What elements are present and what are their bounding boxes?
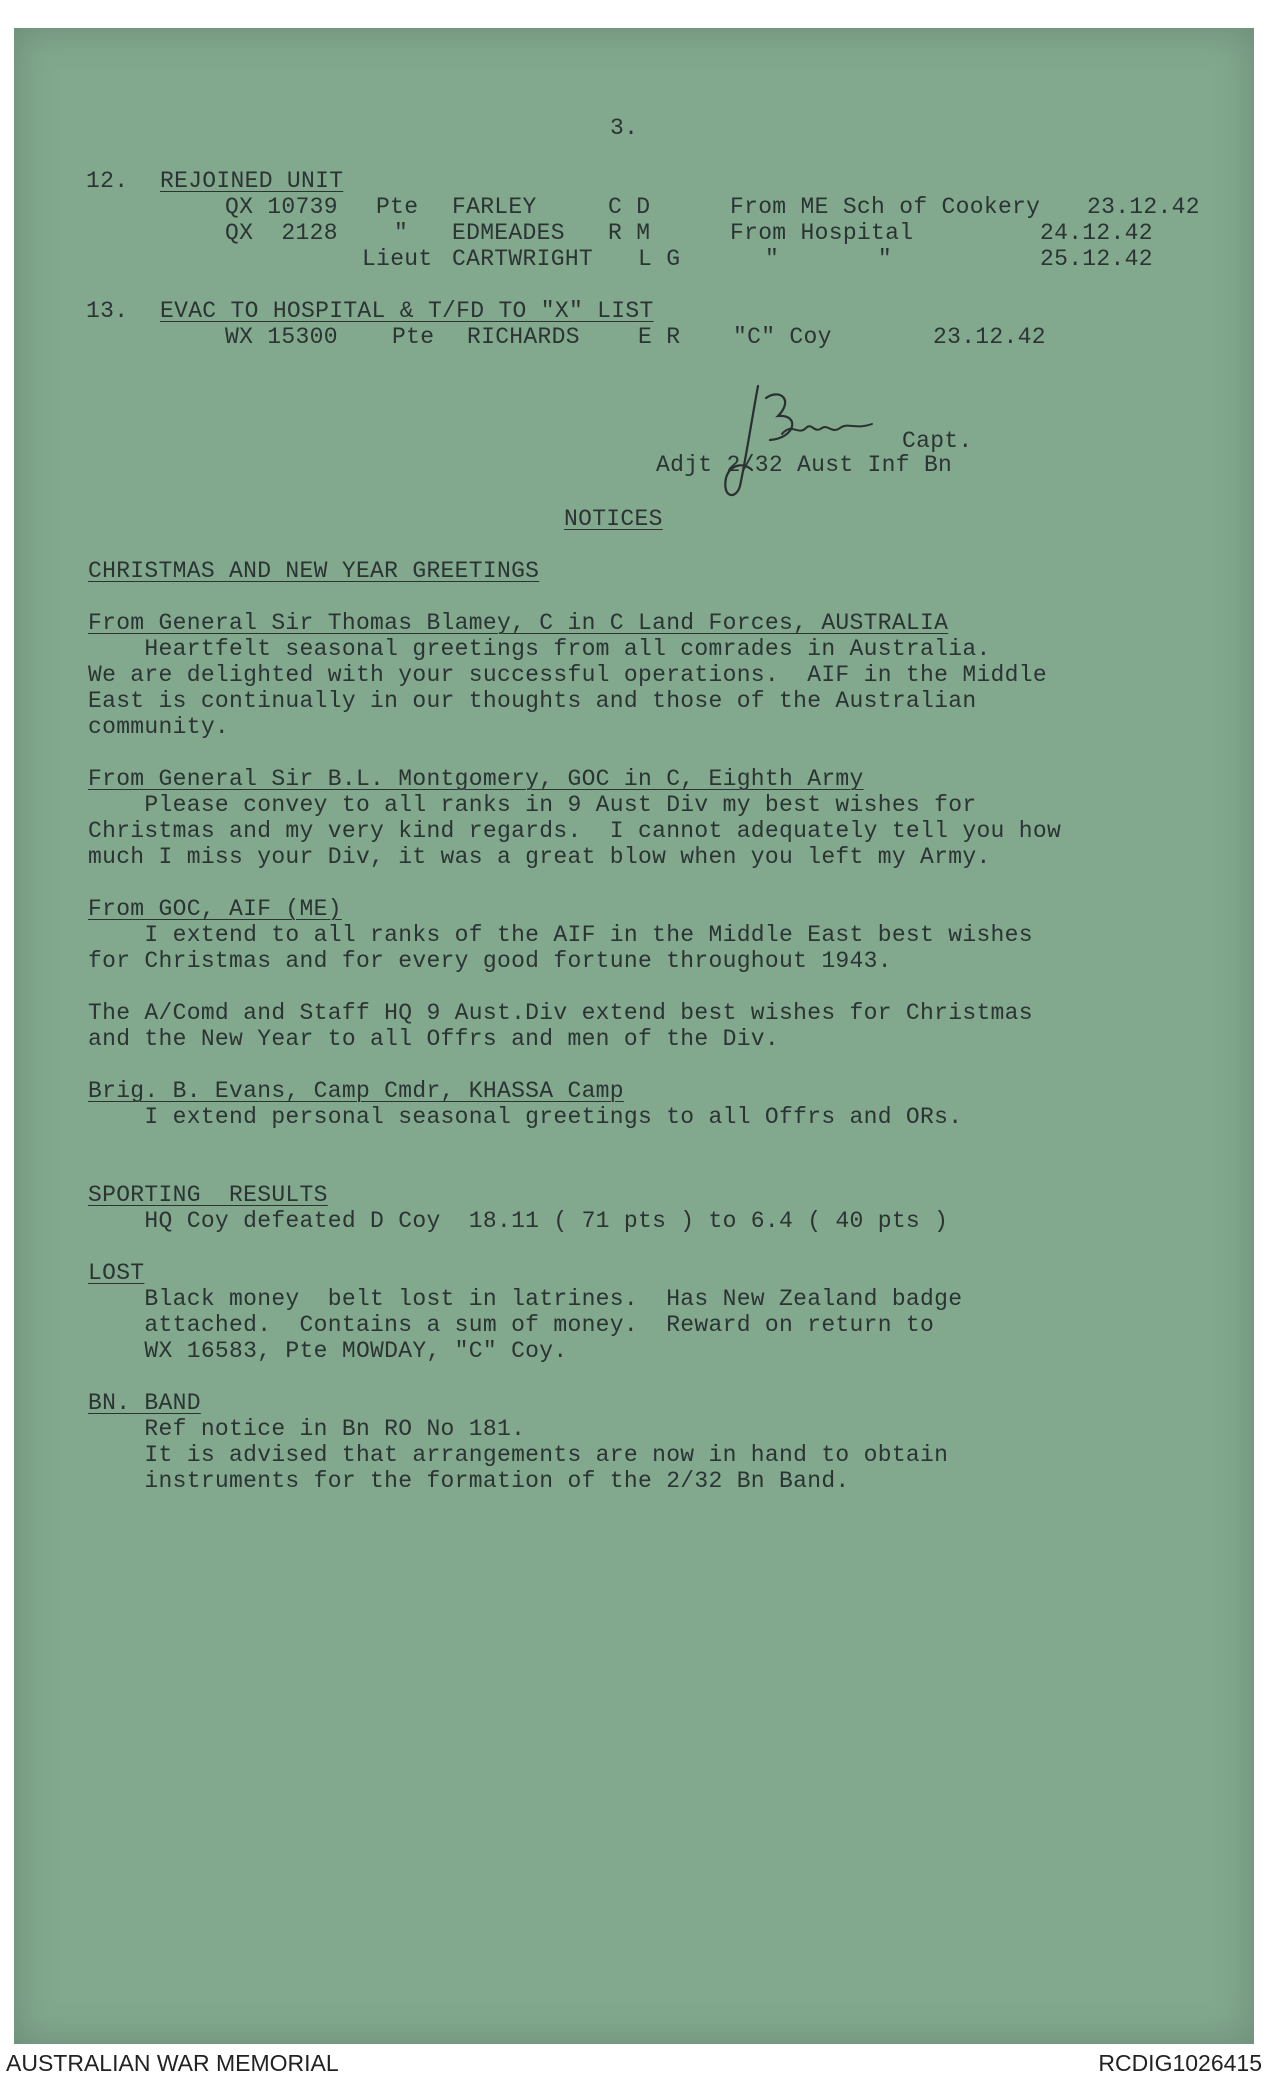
montgomery-from: From General Sir B.L. Montgomery, GOC in C, Eighth Army — [88, 766, 864, 792]
item12-row1-date: 23.12.42 — [1087, 194, 1200, 220]
lost-line-1: Black money belt lost in latrines. Has New Zealand badge — [88, 1286, 963, 1312]
evans-from: Brig. B. Evans, Camp Cmdr, KHASSA Camp — [88, 1078, 624, 1104]
item13-detail: "C" Coy — [733, 324, 832, 350]
notices-heading: NOTICES — [564, 506, 663, 532]
item13-initials: E R — [638, 324, 681, 350]
item12-row3-surname: CARTWRIGHT — [452, 246, 594, 272]
band-line-2: It is advised that arrangements are now in hand to obtain — [88, 1442, 949, 1468]
blamey-line-1: Heartfelt seasonal greetings from all comrades in Australia. — [88, 636, 991, 662]
band-line-3: instruments for the formation of the 2/32 Bn Band. — [88, 1468, 850, 1494]
goc-aif-line-2: for Christmas and for every good fortune throughout 1943. — [88, 948, 892, 974]
staff-line-1: The A/Comd and Staff HQ 9 Aust.Div extend best wishes for Christmas — [88, 1000, 1033, 1026]
item12-row1-detail: From ME Sch of Cookery — [730, 194, 1041, 220]
item12-row2-detail: From Hospital — [730, 220, 914, 246]
footer-record-id: RCDIG1026415 — [1098, 2050, 1262, 2076]
item12-row2-service-no: QX 2128 — [225, 220, 338, 246]
item12-row2-surname: EDMEADES — [452, 220, 565, 246]
signature-title: Capt. — [902, 428, 973, 454]
item12-heading: REJOINED UNIT — [160, 168, 344, 194]
item12-row2-date: 24.12.42 — [1040, 220, 1153, 246]
evans-line-1: I extend personal seasonal greetings to all Offrs and ORs. — [88, 1104, 963, 1130]
staff-line-2: and the New Year to all Offrs and men of the Div. — [88, 1026, 780, 1052]
item12-row1-service-no: QX 10739 — [225, 194, 338, 220]
item12-row3-date: 25.12.42 — [1040, 246, 1153, 272]
sporting-line-1: HQ Coy defeated D Coy 18.11 ( 71 pts ) to 6.4 ( 40 pts ) — [88, 1208, 949, 1234]
greetings-heading: CHRISTMAS AND NEW YEAR GREETINGS — [88, 558, 540, 584]
item12-row2-initials: R M — [608, 220, 651, 246]
blamey-line-4: community. — [88, 714, 230, 740]
item12-number: 12. — [86, 168, 129, 194]
lost-heading: LOST — [88, 1260, 145, 1286]
band-heading: BN. BAND — [88, 1390, 201, 1416]
item12-row1-initials: C D — [608, 194, 651, 220]
item12-row1-rank: Pte — [376, 194, 419, 220]
item13-heading: EVAC TO HOSPITAL & T/FD TO "X" LIST — [160, 298, 654, 324]
lost-line-3: WX 16583, Pte MOWDAY, "C" Coy. — [88, 1338, 568, 1364]
item12-row3-detail: " " — [765, 246, 892, 272]
blamey-line-2: We are delighted with your successful operations. AIF in the Middle — [88, 662, 1047, 688]
item13-date: 23.12.42 — [933, 324, 1046, 350]
page-number: 3. — [610, 115, 639, 141]
item12-row3-initials: L G — [638, 246, 681, 272]
item13-service-no: WX 15300 — [225, 324, 338, 350]
montgomery-line-3: much I miss your Div, it was a great blow when you left my Army. — [88, 844, 991, 870]
item12-row2-rank: " — [394, 220, 409, 246]
signature-role: Adjt 2/32 Aust Inf Bn — [656, 452, 953, 478]
signature-mark — [700, 378, 900, 508]
band-line-1: Ref notice in Bn RO No 181. — [88, 1416, 526, 1442]
montgomery-line-1: Please convey to all ranks in 9 Aust Div my best wishes for — [88, 792, 977, 818]
item13-number: 13. — [86, 298, 129, 324]
goc-aif-from: From GOC, AIF (ME) — [88, 896, 342, 922]
blamey-line-3: East is continually in our thoughts and those of the Australian — [88, 688, 977, 714]
goc-aif-line-1: I extend to all ranks of the AIF in the Middle East best wishes — [88, 922, 1033, 948]
blamey-from: From General Sir Thomas Blamey, C in C Land Forces, AUSTRALIA — [88, 610, 949, 636]
montgomery-line-2: Christmas and my very kind regards. I cannot adequately tell you how — [88, 818, 1062, 844]
footer-archive-name: AUSTRALIAN WAR MEMORIAL — [6, 2050, 339, 2076]
item12-row1-surname: FARLEY — [452, 194, 537, 220]
item12-row3-rank: Lieut — [362, 246, 433, 272]
lost-line-2: attached. Contains a sum of money. Reward on return to — [88, 1312, 935, 1338]
item13-rank: Pte — [392, 324, 435, 350]
item13-surname: RICHARDS — [467, 324, 580, 350]
sporting-heading: SPORTING RESULTS — [88, 1182, 328, 1208]
